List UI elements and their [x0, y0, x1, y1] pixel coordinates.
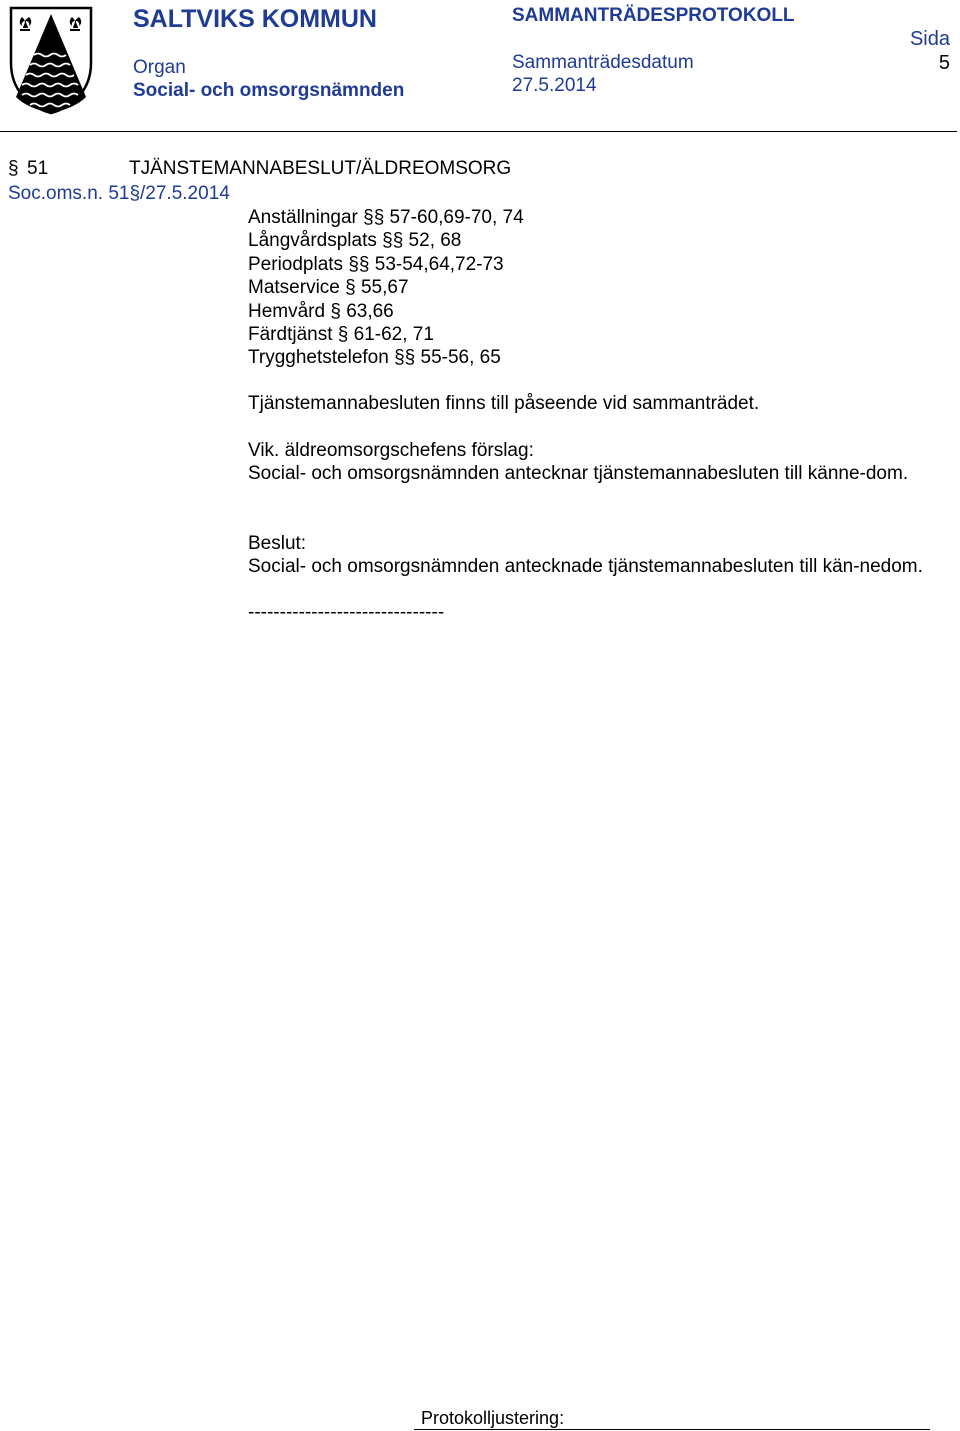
- meeting-date-value: 27.5.2014: [512, 75, 597, 96]
- protocol-verification-label: Protokolljustering:: [421, 1408, 565, 1428]
- list-item: Hemvård § 63,66: [248, 300, 394, 322]
- municipal-coat-of-arms-logo: [8, 5, 94, 115]
- section-sign: §: [8, 158, 19, 179]
- proposal-heading: Vik. äldreomsorgschefens förslag:: [248, 440, 534, 461]
- section-number: 51: [27, 158, 49, 179]
- proposal-text: Social- och omsorgsnämnden antecknar tjänstemannabesluten till känne-dom.: [248, 463, 909, 484]
- availability-note: Tjänstemannabesluten finns till påseende vid sammanträdet.: [248, 393, 760, 414]
- list-item: Långvårdsplats §§ 52, 68: [248, 230, 462, 252]
- signature-line: [414, 1429, 930, 1430]
- page-label: Sida: [909, 28, 950, 50]
- meeting-date-label: Sammanträdesdatum: [512, 52, 694, 73]
- decision-heading: Beslut:: [248, 533, 307, 554]
- list-item: Matservice § 55,67: [248, 277, 409, 299]
- decision-list: [248, 206, 524, 370]
- organization-name: SALTVIKS KOMMUN: [133, 5, 377, 33]
- section-reference: Soc.oms.n. 51§/27.5.2014: [8, 183, 230, 204]
- list-item: Periodplats §§ 53-54,64,72-73: [248, 253, 504, 275]
- list-item: Färdtjänst § 61-62, 71: [248, 324, 434, 346]
- section-end-separator: -------------------------------: [248, 602, 445, 623]
- decision-text: Social- och omsorgsnämnden antecknade tjänstemannabesluten till kän-nedom.: [248, 556, 923, 577]
- section-title: TJÄNSTEMANNABESLUT/ÄLDREOMSORG: [129, 158, 512, 179]
- list-item: Trygghetstelefon §§ 55-56, 65: [248, 347, 501, 369]
- list-item: Anställningar §§ 57-60,69-70, 74: [248, 207, 524, 228]
- organ-label: Organ: [133, 57, 186, 78]
- header-divider: [0, 131, 957, 132]
- document-type: SAMMANTRÄDESPROTOKOLL: [512, 5, 795, 26]
- page-number: 5: [938, 52, 950, 74]
- organ-value: Social- och omsorgsnämnden: [133, 80, 405, 101]
